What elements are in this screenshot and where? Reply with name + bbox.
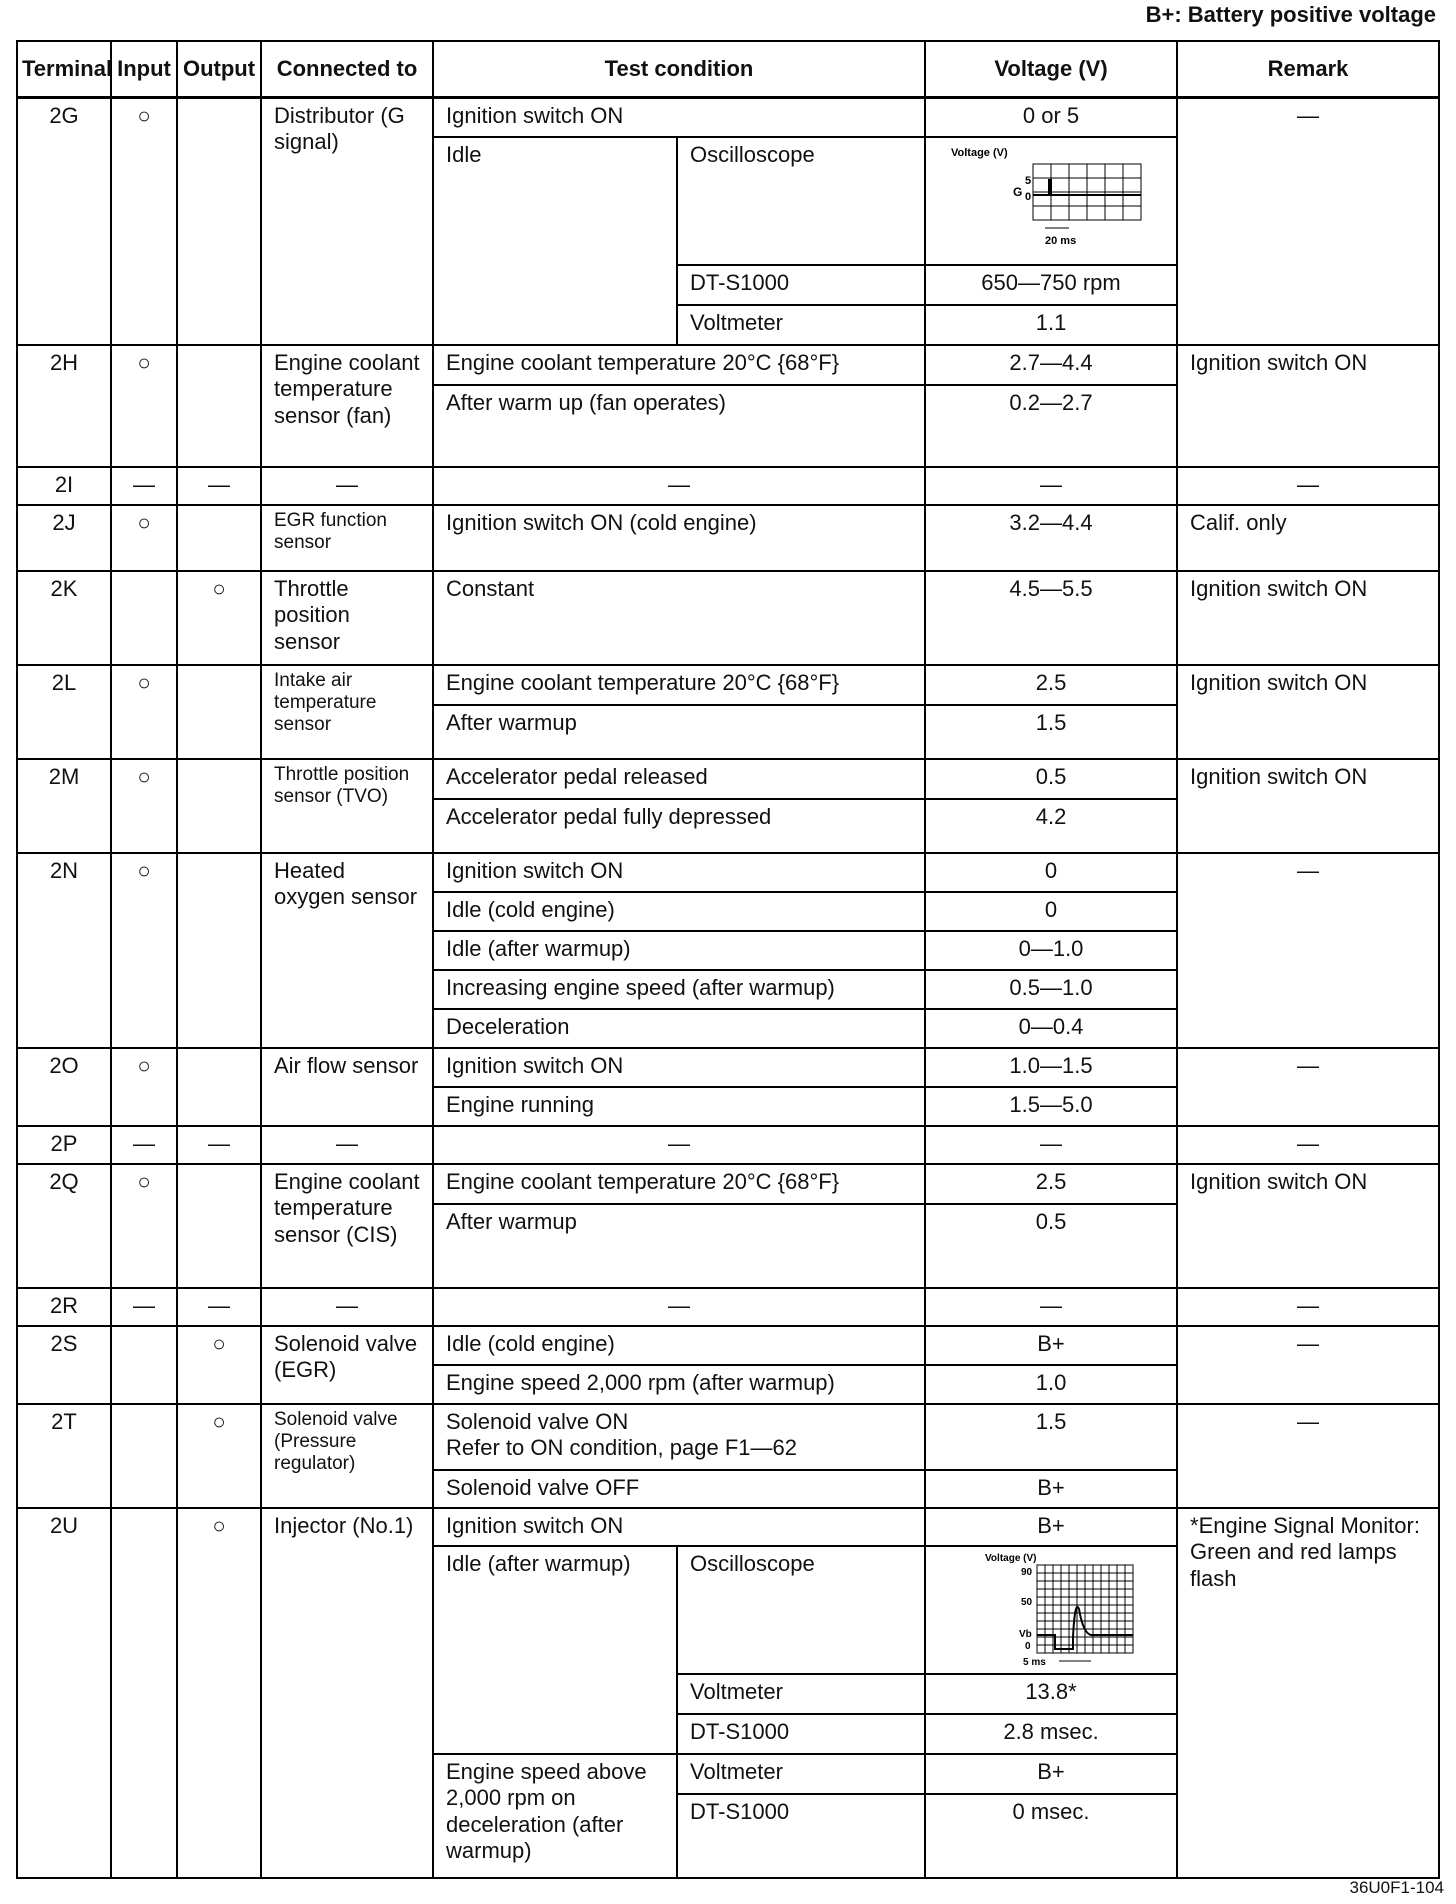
input-mark: ○: [111, 853, 177, 1048]
test-condition: Idle: [433, 137, 677, 345]
input-mark: [111, 1508, 177, 1878]
test-condition: Accelerator pedal released: [433, 759, 925, 799]
test-condition: Constant: [433, 571, 925, 665]
col-voltage: Voltage (V): [925, 41, 1177, 97]
connected-to: Heated oxygen sensor: [261, 853, 433, 1048]
voltage-value: 2.7—4.4: [925, 345, 1177, 385]
measure-method: Voltmeter: [677, 305, 925, 345]
voltage-value: 1.0—1.5: [925, 1048, 1177, 1087]
measure-method: DT-S1000: [677, 1794, 925, 1878]
remark: Calif. only: [1177, 505, 1439, 571]
input-mark: ○: [111, 1048, 177, 1126]
voltage-value: 1.5: [925, 705, 1177, 759]
test-condition: [433, 1404, 925, 1470]
output-mark: [177, 853, 261, 1048]
remark: —: [1177, 853, 1439, 1048]
col-remark: Remark: [1177, 41, 1439, 97]
connected-to: Distributor (G signal): [261, 97, 433, 345]
terminal-id: 2Q: [17, 1164, 111, 1288]
test-condition: Engine coolant temperature 20°C {68°F}: [433, 345, 925, 385]
table-row: [17, 1404, 1439, 1470]
connected-to: —: [261, 1126, 433, 1164]
remark: *Engine Signal Monitor: Green and red lamps flash: [1177, 1508, 1439, 1878]
input-mark: [111, 1404, 177, 1508]
scope-yvb: Vb: [1019, 1629, 1032, 1640]
input-mark: [111, 1326, 177, 1404]
connected-to: EGR function sensor: [261, 505, 433, 571]
table-row: [17, 505, 1439, 571]
test-condition: Solenoid valve OFF: [433, 1470, 925, 1508]
table-row: [17, 1288, 1439, 1326]
connected-to: Air flow sensor: [261, 1048, 433, 1126]
measure-method: Voltmeter: [677, 1674, 925, 1714]
scope-y50: 50: [1021, 1597, 1033, 1608]
terminal-id: 2S: [17, 1326, 111, 1404]
test-condition: Engine speed above 2,000 rpm on deceleration (after warmup): [433, 1754, 677, 1878]
voltage-value: 2.8 msec.: [925, 1714, 1177, 1754]
terminal-id: 2N: [17, 853, 111, 1048]
table-row: [17, 571, 1439, 665]
table-row: [17, 1164, 1439, 1204]
voltage-value: 0.2—2.7: [925, 385, 1177, 467]
input-mark: ○: [111, 759, 177, 853]
table-row: [17, 853, 1439, 892]
test-condition: After warm up (fan operates): [433, 385, 925, 467]
output-mark: ○: [177, 571, 261, 665]
terminal-id: 2R: [17, 1288, 111, 1326]
test-condition: Increasing engine speed (after warmup): [433, 970, 925, 1009]
test-condition: Idle (after warmup): [433, 1546, 677, 1754]
test-condition: —: [433, 1288, 925, 1326]
remark: —: [1177, 1326, 1439, 1404]
connected-to: Solenoid valve (EGR): [261, 1326, 433, 1404]
voltage-value: 4.5—5.5: [925, 571, 1177, 665]
input-mark: ○: [111, 345, 177, 467]
test-condition: After warmup: [433, 1204, 925, 1288]
col-input: Input: [111, 41, 177, 97]
scope-title: Voltage (V): [951, 147, 1008, 159]
injector-waveform-icon: [951, 1549, 1151, 1671]
terminal-id: 2G: [17, 97, 111, 345]
terminal-id: 2O: [17, 1048, 111, 1126]
terminal-id: 2L: [17, 665, 111, 759]
terminal-id: 2K: [17, 571, 111, 665]
test-condition: —: [433, 1126, 925, 1164]
g-signal-waveform-icon: [941, 140, 1161, 258]
voltage-value: 13.8*: [925, 1674, 1177, 1714]
test-condition: Ignition switch ON: [433, 97, 925, 137]
output-mark: [177, 505, 261, 571]
scope-y5: 5: [1025, 175, 1032, 187]
test-condition: Ignition switch ON: [433, 853, 925, 892]
remark: —: [1177, 97, 1439, 345]
output-mark: ○: [177, 1326, 261, 1404]
test-condition: Deceleration: [433, 1009, 925, 1048]
terminal-id: 2U: [17, 1508, 111, 1878]
voltage-value: 0: [925, 892, 1177, 931]
voltage-value: B+: [925, 1508, 1177, 1546]
output-mark: ○: [177, 1404, 261, 1508]
voltage-value: 3.2—4.4: [925, 505, 1177, 571]
table-row: [17, 1126, 1439, 1164]
output-mark: [177, 1164, 261, 1288]
test-condition: Idle (after warmup): [433, 931, 925, 970]
measure-method: Oscilloscope: [677, 1546, 925, 1674]
test-condition: —: [433, 467, 925, 505]
col-terminal: Terminal: [17, 41, 111, 97]
test-condition: Engine speed 2,000 rpm (after warmup): [433, 1365, 925, 1404]
remark: Ignition switch ON: [1177, 759, 1439, 853]
output-mark: —: [177, 467, 261, 505]
input-mark: ○: [111, 505, 177, 571]
output-mark: [177, 759, 261, 853]
output-mark: —: [177, 1288, 261, 1326]
col-connected-to: Connected to: [261, 41, 433, 97]
table-row: [17, 759, 1439, 799]
terminal-id: 2J: [17, 505, 111, 571]
oscilloscope-waveform: [925, 137, 1177, 265]
voltage-value: 1.5—5.0: [925, 1087, 1177, 1126]
remark: —: [1177, 1288, 1439, 1326]
output-mark: [177, 1048, 261, 1126]
remark: Ignition switch ON: [1177, 345, 1439, 467]
remark: Ignition switch ON: [1177, 571, 1439, 665]
connected-to: —: [261, 467, 433, 505]
remark: —: [1177, 467, 1439, 505]
voltage-value: —: [925, 467, 1177, 505]
scope-y90: 90: [1021, 1567, 1033, 1578]
output-mark: ○: [177, 1508, 261, 1878]
connected-to: Throttle position sensor: [261, 571, 433, 665]
voltage-value: 1.1: [925, 305, 1177, 345]
table-row: [17, 1326, 1439, 1365]
terminal-id: 2H: [17, 345, 111, 467]
terminal-id: 2I: [17, 467, 111, 505]
test-condition: Engine running: [433, 1087, 925, 1126]
connected-to: Solenoid valve (Pressure regulator): [261, 1404, 433, 1508]
connected-to: —: [261, 1288, 433, 1326]
voltage-value: 0—0.4: [925, 1009, 1177, 1048]
test-condition: Ignition switch ON: [433, 1508, 925, 1546]
measure-method: DT-S1000: [677, 265, 925, 305]
voltage-value: 0.5—1.0: [925, 970, 1177, 1009]
input-mark: ○: [111, 97, 177, 345]
test-condition: Accelerator pedal fully depressed: [433, 799, 925, 853]
terminal-voltage-table: [16, 40, 1440, 1879]
voltage-value: 4.2: [925, 799, 1177, 853]
voltage-value: 0 msec.: [925, 1794, 1177, 1878]
test-condition: Idle (cold engine): [433, 892, 925, 931]
connected-to: Throttle position sensor (TVO): [261, 759, 433, 853]
voltage-value: 0: [925, 853, 1177, 892]
voltage-value: 0—1.0: [925, 931, 1177, 970]
scope-time: 5 ms: [1023, 1657, 1046, 1668]
remark: Ignition switch ON: [1177, 665, 1439, 759]
col-output: Output: [177, 41, 261, 97]
col-test-condition: Test condition: [433, 41, 925, 97]
table-row: [17, 1048, 1439, 1087]
legend-note: B+: Battery positive voltage: [1145, 2, 1436, 27]
voltage-value: 2.5: [925, 665, 1177, 705]
remark: —: [1177, 1048, 1439, 1126]
scope-y0: 0: [1025, 191, 1032, 203]
table-row: [17, 665, 1439, 705]
output-mark: [177, 97, 261, 345]
scope-time: 20 ms: [1045, 235, 1077, 247]
connected-to: Injector (No.1): [261, 1508, 433, 1878]
table-row: [17, 467, 1439, 505]
input-mark: —: [111, 1288, 177, 1326]
input-mark: ○: [111, 665, 177, 759]
oscilloscope-waveform: [925, 1546, 1177, 1674]
test-condition: Idle (cold engine): [433, 1326, 925, 1365]
voltage-value: —: [925, 1288, 1177, 1326]
header-row: [17, 41, 1439, 97]
scope-y0: 0: [1025, 1641, 1031, 1652]
test-condition: Ignition switch ON (cold engine): [433, 505, 925, 571]
terminal-id: 2T: [17, 1404, 111, 1508]
remark: —: [1177, 1404, 1439, 1508]
figure-code: 36U0F1-104: [1349, 1878, 1444, 1897]
test-condition: Ignition switch ON: [433, 1048, 925, 1087]
input-mark: [111, 571, 177, 665]
voltage-value: 0.5: [925, 759, 1177, 799]
voltage-value: —: [925, 1126, 1177, 1164]
voltage-value: 1.5: [925, 1404, 1177, 1470]
output-mark: —: [177, 1126, 261, 1164]
measure-method: Oscilloscope: [677, 137, 925, 265]
remark: —: [1177, 1126, 1439, 1164]
remark: Ignition switch ON: [1177, 1164, 1439, 1288]
voltage-value: 650—750 rpm: [925, 265, 1177, 305]
voltage-value: 0 or 5: [925, 97, 1177, 137]
voltage-value: B+: [925, 1754, 1177, 1794]
connected-to: Engine coolant temperature sensor (CIS): [261, 1164, 433, 1288]
output-mark: [177, 345, 261, 467]
table-row: [17, 1508, 1439, 1546]
connected-to: Engine coolant temperature sensor (fan): [261, 345, 433, 467]
input-mark: —: [111, 467, 177, 505]
voltage-value: B+: [925, 1470, 1177, 1508]
voltage-value: 2.5: [925, 1164, 1177, 1204]
input-mark: —: [111, 1126, 177, 1164]
test-condition: Engine coolant temperature 20°C {68°F}: [433, 665, 925, 705]
voltage-value: 1.0: [925, 1365, 1177, 1404]
test-condition: After warmup: [433, 705, 925, 759]
input-mark: ○: [111, 1164, 177, 1288]
scope-signal-label: G: [1013, 185, 1023, 199]
output-mark: [177, 665, 261, 759]
terminal-id: 2P: [17, 1126, 111, 1164]
condition-reference: Refer to ON condition, page F1—62: [446, 1435, 797, 1461]
scope-title: Voltage (V): [985, 1553, 1037, 1564]
test-condition: Engine coolant temperature 20°C {68°F}: [433, 1164, 925, 1204]
voltage-value: B+: [925, 1326, 1177, 1365]
connected-to: Intake air temperature sensor: [261, 665, 433, 759]
table-row: [17, 97, 1439, 137]
condition-line: Solenoid valve ON: [446, 1409, 629, 1434]
measure-method: DT-S1000: [677, 1714, 925, 1754]
voltage-value: 0.5: [925, 1204, 1177, 1288]
table-row: [17, 345, 1439, 385]
terminal-id: 2M: [17, 759, 111, 853]
measure-method: Voltmeter: [677, 1754, 925, 1794]
